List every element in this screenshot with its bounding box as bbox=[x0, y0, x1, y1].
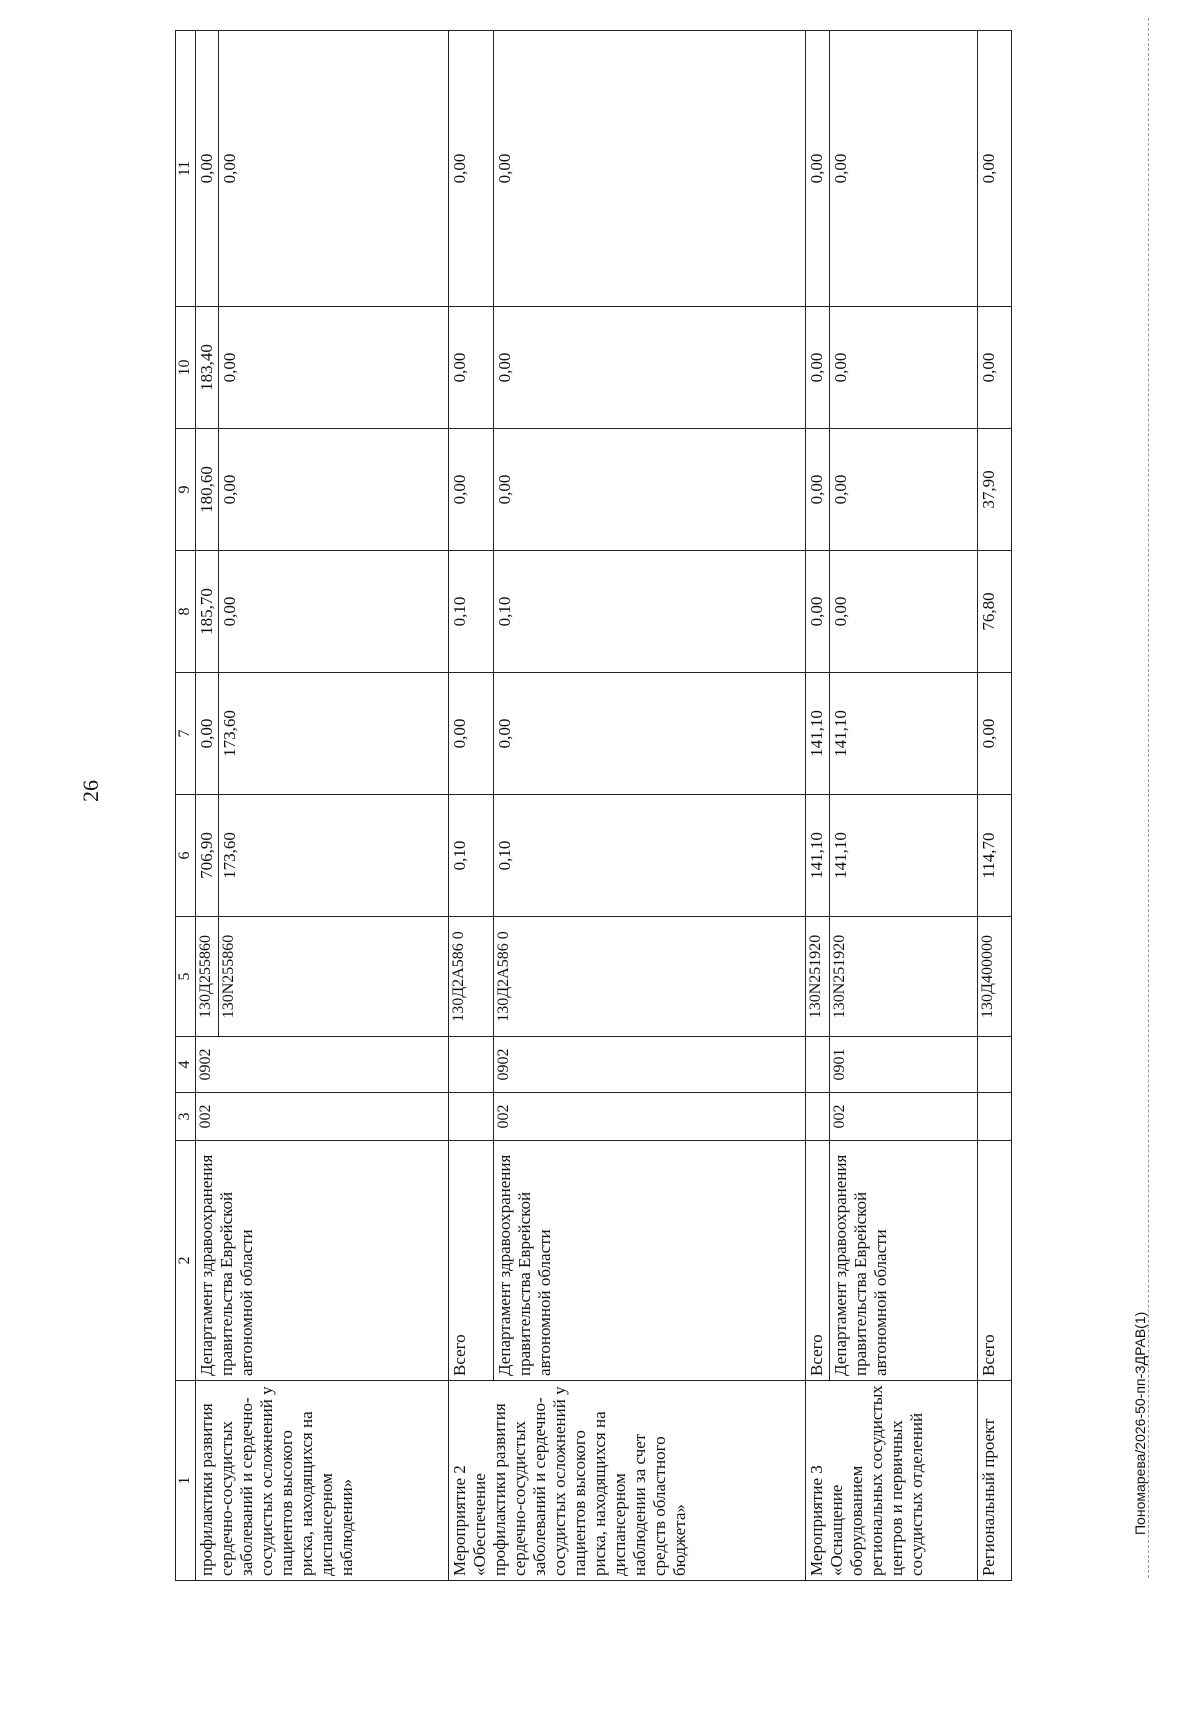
amount-year-4: 0,00 bbox=[448, 307, 493, 429]
target-article-code: 130N255860 bbox=[218, 917, 448, 1037]
amount-year-1: 141,10 bbox=[829, 673, 977, 795]
amount-year-5: 0,00 bbox=[493, 31, 805, 307]
amount-year-2: 76,80 bbox=[977, 551, 1011, 673]
amount-year-5: 0,00 bbox=[195, 31, 218, 307]
table-row bbox=[448, 31, 493, 1581]
amount-year-3: 0,00 bbox=[805, 429, 829, 551]
budget-table bbox=[175, 30, 1012, 1581]
budget-table-container bbox=[175, 31, 1140, 1581]
table-row bbox=[977, 31, 1011, 1581]
amount-year-3: 180,60 bbox=[195, 429, 218, 551]
amount-total: 141,10 bbox=[829, 795, 977, 917]
amount-year-2: 0,00 bbox=[805, 551, 829, 673]
amount-year-3: 0,00 bbox=[218, 429, 448, 551]
amount-year-1: 0,00 bbox=[195, 673, 218, 795]
amount-year-5: 0,00 bbox=[977, 31, 1011, 307]
target-article-code: 130Д2А586 0 bbox=[493, 917, 805, 1037]
amount-total: 0,10 bbox=[493, 795, 805, 917]
target-article-code: 130N251920 bbox=[805, 917, 829, 1037]
col-header-3: 3 bbox=[176, 1093, 196, 1141]
section-code: 0902 bbox=[493, 1037, 805, 1093]
section-code bbox=[448, 1037, 493, 1093]
amount-year-5: 0,00 bbox=[829, 31, 977, 307]
col-header-1: 1 bbox=[176, 1381, 196, 1581]
activity-description: Региональный проект bbox=[977, 1381, 1011, 1581]
table-row bbox=[805, 31, 829, 1581]
amount-year-5: 0,00 bbox=[448, 31, 493, 307]
grbs-code: 002 bbox=[195, 1093, 448, 1141]
table-row bbox=[493, 31, 805, 1581]
table-row bbox=[195, 31, 218, 1581]
table-row bbox=[829, 31, 977, 1581]
page-edge-mark bbox=[1148, 18, 1150, 1578]
column-number-row bbox=[176, 31, 196, 1581]
amount-year-3: 0,00 bbox=[829, 429, 977, 551]
amount-year-5: 0,00 bbox=[218, 31, 448, 307]
col-header-4: 4 bbox=[176, 1037, 196, 1093]
col-header-7: 7 bbox=[176, 673, 196, 795]
grbs-code bbox=[805, 1093, 829, 1141]
activity-description: профилактики развития сердечно-сосудистых заболеваний и сердечно-сосудистых осложнений у пациентов высокого риска, находящихся на диспансерном наблюдении» bbox=[195, 1381, 448, 1581]
col-header-8: 8 bbox=[176, 551, 196, 673]
page-number: 26 bbox=[78, 780, 103, 802]
target-article-code: 130Д255860 bbox=[195, 917, 218, 1037]
footer-document-code: Пономарева/2026-50-пп-ЗДРАВ(1) bbox=[1132, 1311, 1148, 1535]
grbs-code bbox=[977, 1093, 1011, 1141]
amount-year-4: 0,00 bbox=[977, 307, 1011, 429]
total-label: Всего bbox=[977, 1141, 1011, 1381]
amount-year-3: 0,00 bbox=[448, 429, 493, 551]
amount-year-1: 0,00 bbox=[493, 673, 805, 795]
amount-total: 141,10 bbox=[805, 795, 829, 917]
section-code bbox=[977, 1037, 1011, 1093]
amount-year-4: 0,00 bbox=[493, 307, 805, 429]
target-article-code: 130Д400000 bbox=[977, 917, 1011, 1037]
executor: Департамент здравоохранения правительства Еврейской автономной области bbox=[195, 1141, 448, 1381]
amount-total: 173,60 bbox=[218, 795, 448, 917]
amount-year-4: 183,40 bbox=[195, 307, 218, 429]
target-article-code: 130Д2А586 0 bbox=[448, 917, 493, 1037]
amount-year-1: 0,00 bbox=[977, 673, 1011, 795]
col-header-2: 2 bbox=[176, 1141, 196, 1381]
activity-description: Мероприятие 3 «Оснащение оборудованием региональных сосудистых центров и первичных сосудистых отделений bbox=[805, 1381, 977, 1581]
amount-year-4: 0,00 bbox=[805, 307, 829, 429]
grbs-code: 002 bbox=[493, 1093, 805, 1141]
col-header-5: 5 bbox=[176, 917, 196, 1037]
amount-year-2: 0,10 bbox=[493, 551, 805, 673]
grbs-code: 002 bbox=[829, 1093, 977, 1141]
section-code: 0901 bbox=[829, 1037, 977, 1093]
executor: Департамент здравоохранения правительства Еврейской автономной области bbox=[829, 1141, 977, 1381]
amount-year-5: 0,00 bbox=[805, 31, 829, 307]
amount-total: 706,90 bbox=[195, 795, 218, 917]
amount-year-1: 141,10 bbox=[805, 673, 829, 795]
amount-year-4: 0,00 bbox=[218, 307, 448, 429]
amount-year-2: 0,00 bbox=[218, 551, 448, 673]
amount-year-2: 0,00 bbox=[829, 551, 977, 673]
section-code: 0902 bbox=[195, 1037, 448, 1093]
executor: Департамент здравоохранения правительства Еврейской автономной области bbox=[493, 1141, 805, 1381]
amount-year-3: 0,00 bbox=[493, 429, 805, 551]
section-code bbox=[805, 1037, 829, 1093]
amount-year-2: 185,70 bbox=[195, 551, 218, 673]
total-label: Всего bbox=[805, 1141, 829, 1381]
grbs-code bbox=[448, 1093, 493, 1141]
amount-year-2: 0,10 bbox=[448, 551, 493, 673]
col-header-11: 11 bbox=[176, 31, 196, 307]
amount-year-1: 0,00 bbox=[448, 673, 493, 795]
amount-year-4: 0,00 bbox=[829, 307, 977, 429]
amount-total: 114,70 bbox=[977, 795, 1011, 917]
col-header-6: 6 bbox=[176, 795, 196, 917]
total-label: Всего bbox=[448, 1141, 493, 1381]
amount-year-3: 37,90 bbox=[977, 429, 1011, 551]
amount-year-1: 173,60 bbox=[218, 673, 448, 795]
target-article-code: 130N251920 bbox=[829, 917, 977, 1037]
col-header-9: 9 bbox=[176, 429, 196, 551]
amount-total: 0,10 bbox=[448, 795, 493, 917]
activity-description: Мероприятие 2 «Обеспечение профилактики развития сердечно-сосудистых заболеваний и сердечно-сосудистых осложнений у пациентов высокого риска, находящихся на диспансерном наблюдении за счет средств областного бюджета» bbox=[448, 1381, 805, 1581]
col-header-10: 10 bbox=[176, 307, 196, 429]
